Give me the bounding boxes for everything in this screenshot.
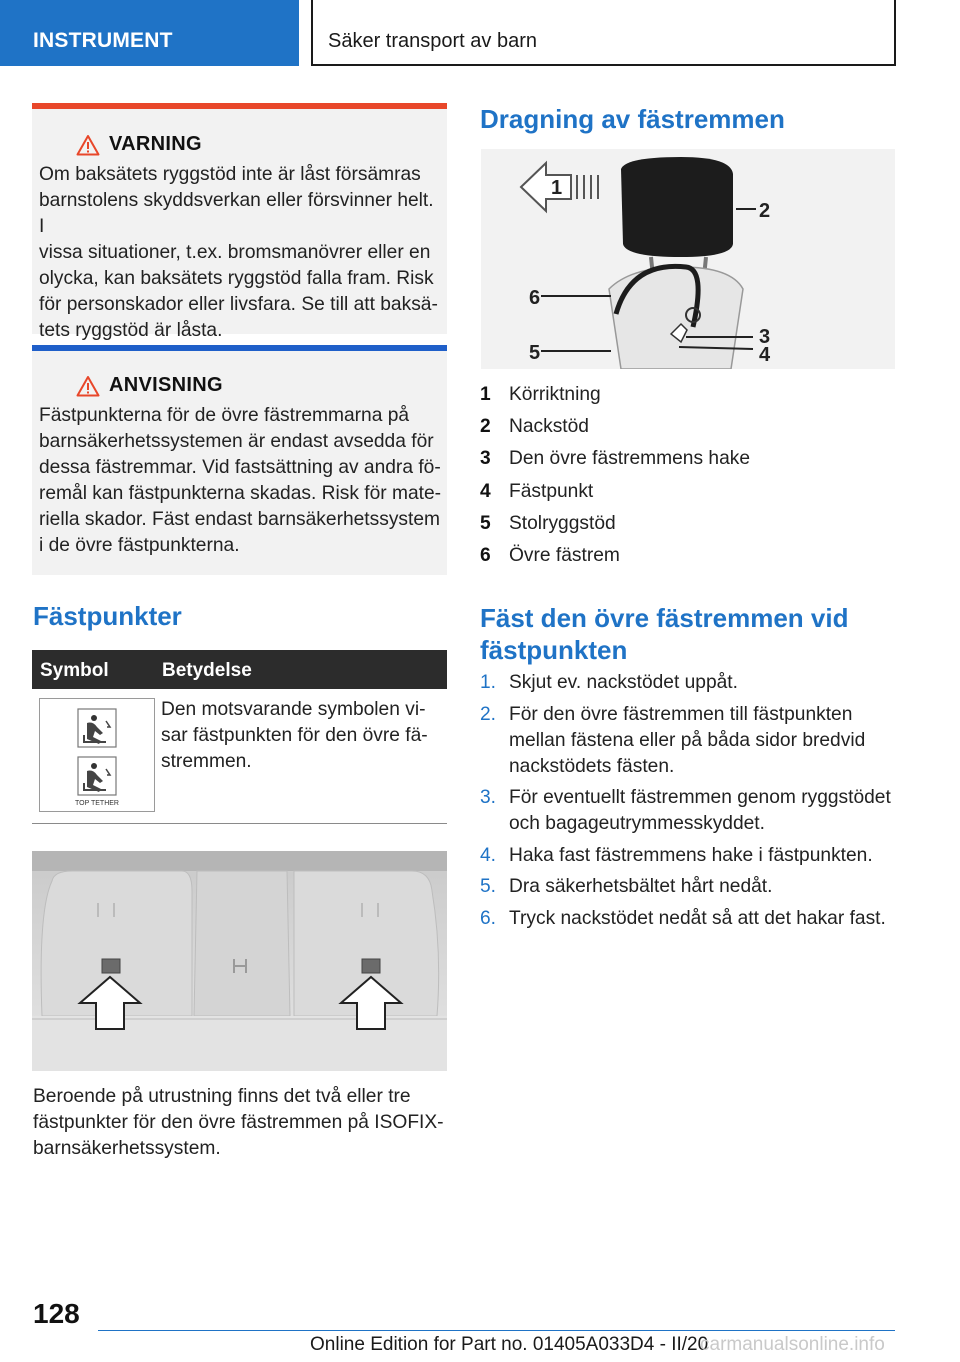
legend-item: 2 Nackstöd: [480, 416, 589, 438]
notice-text: Fästpunkterna för de övre fästremmarna på barnsäkerhetssystemen är endast avsedda för dessa fästremmar. Vid fastsättning av andra fö- remål kan fästpunkterna skadas. Risk för mate- riella skador. Fäst endast barnsäkerhetssystem i de övre fästpunkterna.: [39, 405, 442, 556]
section-title: INSTRUMENT: [33, 29, 173, 52]
table-header: [32, 650, 447, 689]
notice-triangle-icon: [76, 375, 100, 397]
chapter-title: Säker transport av barn: [328, 30, 537, 52]
warning-title: VARNING: [109, 133, 202, 155]
tether-symbol-frame: [39, 698, 155, 812]
diagram-legend: [480, 380, 900, 573]
attach-steps: [480, 670, 900, 937]
footer-rule: [98, 1330, 895, 1331]
step-item: 4. Haka fast fästremmens hake i fästpunkten.: [480, 844, 873, 866]
svg-text:1: 1: [551, 177, 563, 199]
warning-box: [32, 103, 447, 341]
col-meaning-header: Betydelse: [162, 660, 252, 681]
notice-accent-bar: [32, 345, 447, 351]
step-item: 6. Tryck nackstödet nedåt så att det hakar fast.: [480, 907, 886, 929]
table-row: [32, 689, 447, 824]
step-item: 2. För den övre fästremmen till fästpunkten mellan fästena eller på båda sidor bredvid nackstödets fästen.: [480, 703, 866, 777]
page-number: 128: [33, 1298, 80, 1329]
step-item: 3. För eventuellt fästremmen genom ryggstödet och bagageutrymmesskyddet.: [480, 787, 891, 834]
warning-triangle-icon: [76, 134, 100, 156]
svg-text:6: 6: [529, 287, 541, 309]
legend-item: 5 Stolryggstöd: [480, 512, 616, 534]
routing-heading: Dragning av fästremmen: [480, 104, 785, 134]
step-item: 5. Dra säkerhetsbältet hårt nedåt.: [480, 876, 773, 897]
top-tether-caption: TOP TETHER: [75, 800, 119, 807]
legend-item: 6 Övre fästrem: [480, 544, 620, 566]
anchor-description: Beroende på utrustning finns det två eller tre fästpunkter för den övre fästremmen på ISOFIX- barnsäkerhetssystem.: [33, 1086, 444, 1159]
svg-text:2: 2: [759, 200, 771, 222]
legend-item: 4 Fästpunkt: [480, 480, 594, 502]
symbol-table: [32, 650, 447, 824]
step-item: 1. Skjut ev. nackstödet uppåt.: [480, 672, 738, 693]
legend-item: 3 Den övre fästremmens hake: [480, 448, 751, 470]
watermark: carmanualsonline.info: [700, 1334, 885, 1355]
anchors-heading: Fästpunkter: [33, 601, 182, 631]
legend-item: 1 Körriktning: [480, 384, 601, 405]
edition-text: Online Edition for Part no. 01405A033D4 - II/20: [310, 1334, 709, 1355]
attach-heading: Fäst den övre fästremmen vid fästpunkten: [480, 603, 849, 665]
section-tab: [0, 0, 299, 66]
warning-text: Om baksätets ryggstöd inte är låst försämras barnstolens skyddsverkan eller försvinner helt. I vissa situationer, t.ex. bromsmanövrer eller en olycka, kan baksätets ryggstöd falla fram. Risk för personskador eller livsfara. Se till att baksä- tets ryggstöd är låsta.: [39, 164, 438, 341]
chapter-header: [311, 0, 896, 66]
symbol-meaning-text: Den motsvarande symbolen vi- sar fästpunkten för den övre fä- stremmen.: [161, 699, 428, 772]
warning-accent-bar: [32, 103, 447, 109]
col-symbol-header: Symbol: [40, 660, 109, 681]
notice-box: [32, 345, 447, 575]
notice-title: ANVISNING: [109, 374, 223, 396]
svg-text:4: 4: [759, 344, 771, 366]
anchor-points-photo: [32, 851, 447, 1071]
tether-routing-diagram: [481, 149, 895, 369]
child-seat-anchor-icon: [40, 699, 156, 813]
svg-text:5: 5: [529, 342, 541, 364]
svg-text:3: 3: [759, 326, 771, 348]
